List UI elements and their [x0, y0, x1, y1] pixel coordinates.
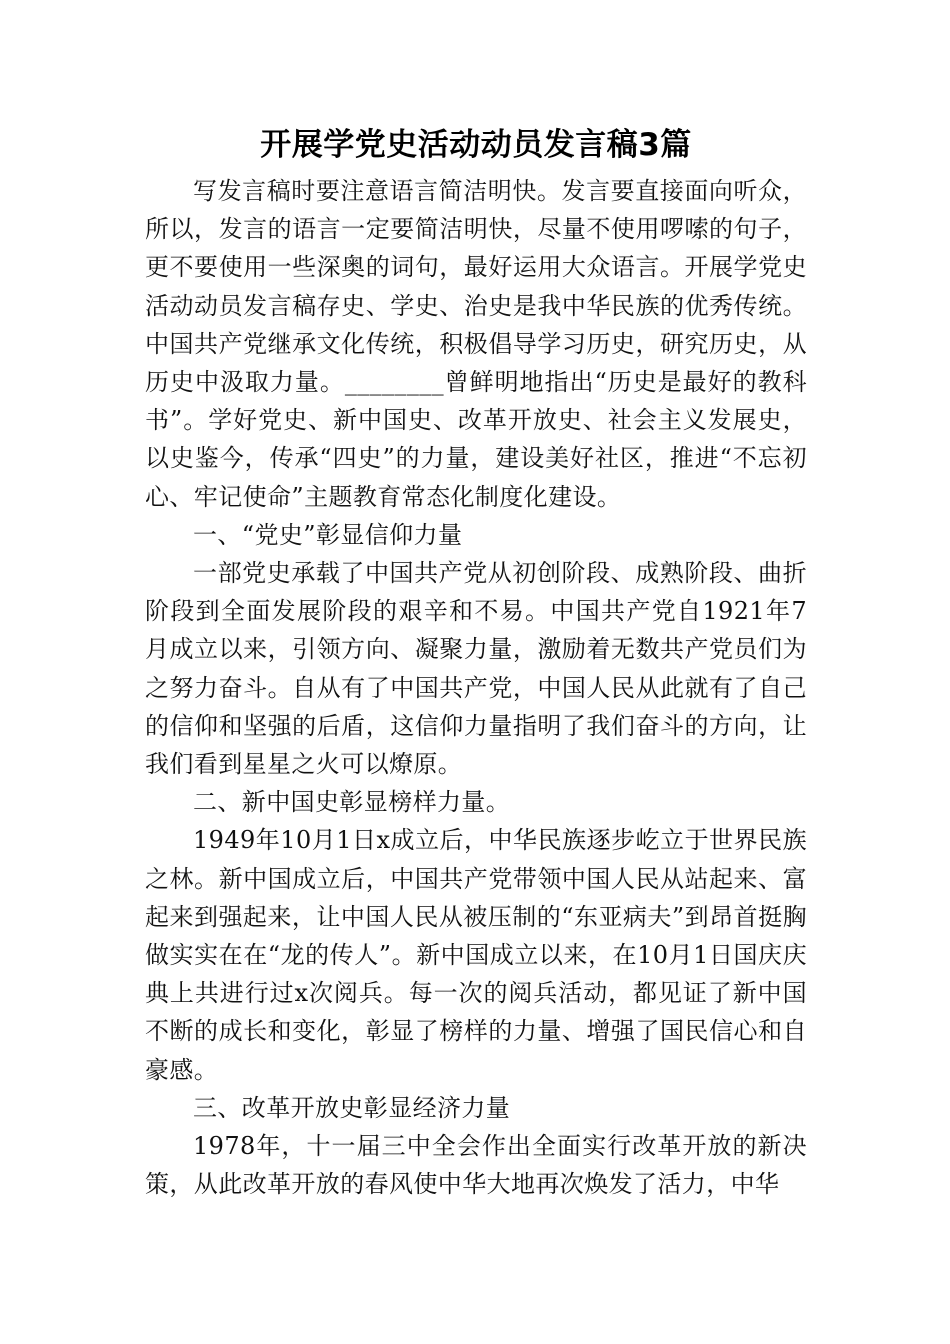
- document-page: [145, 118, 807, 1203]
- intro-paragraph: 写发言稿时要注意语言简洁明快。发言要直接面向听众，所以，发言的语言一定要简洁明快，尽量不使用啰嗦的句子，更不要使用一些深奥的词句，最好运用大众语言。开展学党史活动动员发言稿存史、学史、治史是我中华民族的优秀传统。中国共产党继承文化传统，积极倡导学习历史，研究历史，从历史中汲取力量。________曾鲜明地指出“历史是最好的教科书”。学好党史、新中国史、改革开放史、社会主义发展史，以史鉴今，传承“四史”的力量，建设美好社区，推进“不忘初心、牢记使命”主题教育常态化制度化建设。: [145, 177, 807, 511]
- section-3-paragraph: 1978年，十一届三中全会作出全面实行改革开放的新决策，从此改革开放的春风使中华大地再次焕发了活力，中华: [145, 1132, 807, 1199]
- section-heading-2: 二、新中国史彰显榜样力量。: [193, 788, 511, 817]
- section-heading-1: 一、“党史”彰显信仰力量: [193, 520, 463, 549]
- section-1-paragraph: 一部党史承载了中国共产党从初创阶段、成熟阶段、曲折阶段到全面发展阶段的艰辛和不易。中国共产党自1921年7月成立以来，引领方向、凝聚力量，激励着无数共产党员们为之努力奋斗。自从有了中国共产党，中国人民从此就有了自己的信仰和坚强的后盾，这信仰力量指明了我们奋斗的方向，让我们看到星星之火可以燎原。: [145, 559, 807, 779]
- document-title: 开展学党史活动动员发言稿3篇: [260, 127, 692, 163]
- section-2-paragraph: 1949年10月1日x成立后，中华民族逐步屹立于世界民族之林。新中国成立后，中国共产党带领中国人民从站起来、富起来到强起来，让中国人民从被压制的“东亚病夫”到昂首挺胸做实实在在“龙的传人”。新中国成立以来，在10月1日国庆庆典上共进行过x次阅兵。每一次的阅兵活动，都见证了新中国不断的成长和变化，彰显了榜样的力量、增强了国民信心和自豪感。: [145, 826, 807, 1084]
- section-heading-3: 三、改革开放史彰显经济力量: [193, 1093, 511, 1122]
